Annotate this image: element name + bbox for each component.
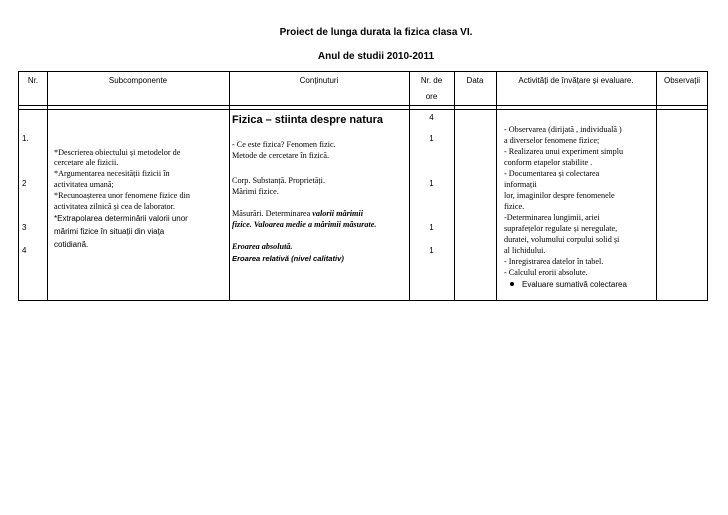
- col-divider: [229, 72, 230, 300]
- subcomponent-line: activitatea umană;: [54, 180, 114, 189]
- activity-line: - Inregistrarea datelor în tabel.: [504, 257, 604, 266]
- row-number: 3: [22, 223, 27, 232]
- col-header-observatii: Observații: [663, 76, 700, 85]
- content-line: - Ce este fizica? Fenomen fizic.: [232, 140, 336, 149]
- activity-line: - Calculul erorii absolute.: [504, 268, 588, 277]
- col-divider: [454, 72, 455, 300]
- activity-line: informații: [504, 180, 537, 189]
- content-line: fizice. Valoarea medie a mărimii măsurate.: [232, 220, 377, 229]
- hours-value: 1: [429, 246, 434, 255]
- header-divider: [19, 105, 707, 106]
- subcomponent-line: *Recunoașterea unor fenomene fizice din: [54, 191, 190, 200]
- content-text: Măsurări. Determinarea: [232, 209, 313, 218]
- hours-value: 1: [429, 179, 434, 188]
- row-number: 4: [22, 246, 27, 255]
- activity-line: fizice.: [504, 202, 525, 211]
- activity-line: suprafețelor regulate și neregulate,: [504, 224, 618, 233]
- activity-line: lor, imaginilor despre fenomenele: [504, 191, 615, 200]
- bullet-icon: [510, 282, 514, 286]
- subcomponent-line: *Descrierea obiectului și metodelor de: [54, 148, 181, 157]
- content-heading: Fizica – stiinta despre natura: [232, 114, 383, 126]
- subcomponent-line: mărimi fizice în situații din viața: [54, 227, 165, 236]
- content-line: Eroarea absolută.: [232, 242, 293, 251]
- content-emphasis: valorii mărimii: [312, 209, 363, 218]
- plan-table: [18, 71, 708, 301]
- hours-value: 1: [429, 134, 434, 143]
- content-line: Eroarea relativă (nivel calitativ): [232, 254, 344, 263]
- content-line: [232, 209, 363, 219]
- activity-line: - Observarea (dirijată , individuală ): [504, 125, 622, 134]
- col-header-ore: ore: [425, 92, 438, 101]
- activity-line: conform etapelor stabilite .: [504, 158, 593, 167]
- subcomponent-line: cotidiană.: [54, 240, 89, 249]
- activity-line: - Realizarea unui experiment simplu: [504, 147, 624, 156]
- header-divider-double: [19, 109, 707, 110]
- activity-line: duratei, volumului corpului solid și: [504, 235, 620, 244]
- content-line: Metode de cercetare în fizică.: [232, 151, 330, 160]
- content-line: Corp. Substanță. Proprietăți.: [232, 176, 326, 185]
- col-header-data: Data: [466, 76, 484, 85]
- col-divider: [496, 72, 497, 300]
- subcomponent-line: *Argumentarea necesității fizicii în: [54, 169, 170, 178]
- activity-bullet-item: [504, 280, 627, 290]
- subcomponent-line: *Extrapolarea determinării valorii unor: [54, 214, 188, 223]
- col-divider: [47, 72, 48, 300]
- subcomponent-line: cercetare ale fizicii.: [54, 158, 119, 167]
- col-header-nr: Nr.: [27, 76, 39, 85]
- col-header-nr-ore: Nr. de: [420, 76, 443, 85]
- hours-value: 4: [429, 113, 434, 122]
- activity-line: a diverselor fenomene fizice;: [504, 136, 600, 145]
- col-header-activitati: Activități de învățare și evaluare.: [518, 76, 634, 85]
- row-number: 1.: [22, 134, 29, 143]
- col-header-subcomponente: Subcomponente: [108, 76, 168, 85]
- activity-line: -Determinarea lungimii, ariei: [504, 213, 600, 222]
- activity-bullet-text: Evaluare sumativă colectarea: [522, 280, 627, 289]
- activity-line: - Documentarea și colectarea: [504, 169, 600, 178]
- col-divider: [656, 72, 657, 300]
- activity-line: al lichidului.: [504, 246, 546, 255]
- subcomponent-line: activitatea zilnică și cea de laborator.: [54, 202, 175, 211]
- col-header-continuturi: Conținuturi: [299, 76, 339, 85]
- row-number: 2: [22, 179, 27, 188]
- page-subtitle: Anul de studii 2010-2011: [317, 51, 435, 62]
- hours-value: 1: [429, 223, 434, 232]
- content-line: Mărimi fizice.: [232, 187, 279, 196]
- page-title: Proiect de lunga durata la fizica clasa VI.: [279, 27, 473, 38]
